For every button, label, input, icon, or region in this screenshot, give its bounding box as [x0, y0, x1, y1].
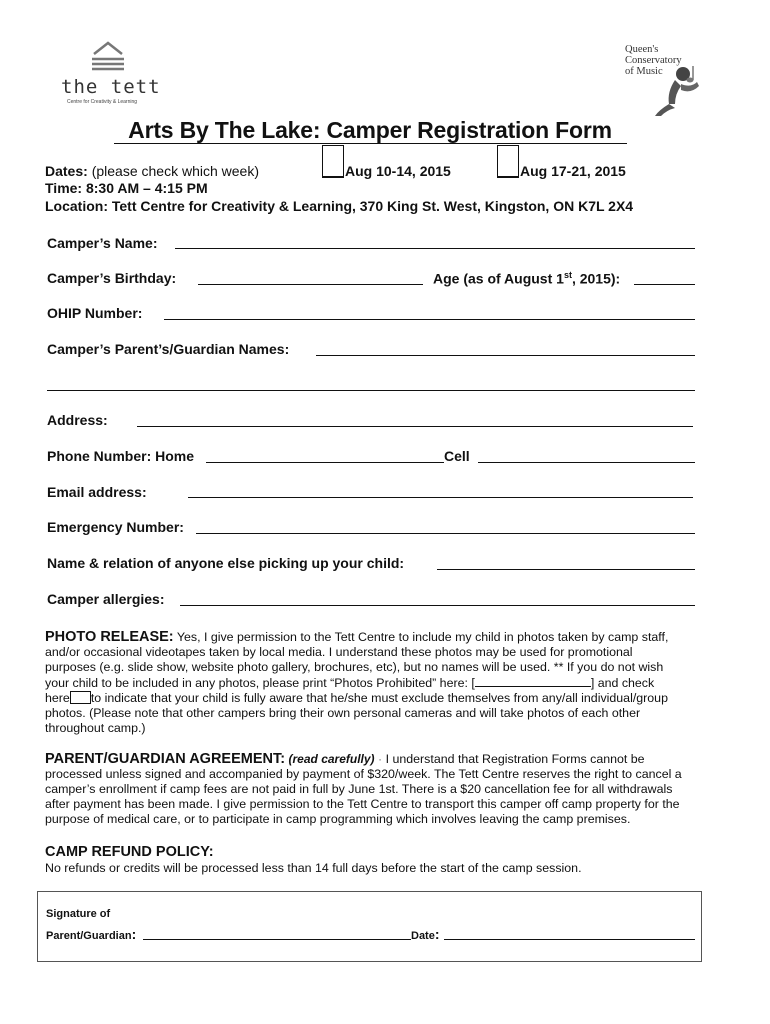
address-field[interactable]	[137, 426, 693, 427]
queens-line3: of Music	[625, 66, 663, 77]
ohip-field[interactable]	[164, 319, 695, 320]
photo-line3: purposes (e.g. slide show, website photo gallery, brochures, etc), but no names will be used. ** If you do not wish	[45, 660, 664, 674]
agreement-line1: I understand that Registration Forms cannot be	[385, 752, 645, 766]
tett-name: the tett	[61, 76, 161, 98]
photo-line6: photos. (Please note that other campers bring their own personal cameras and will take photos of each other	[45, 706, 641, 720]
signature-label-2	[46, 926, 136, 942]
photo-release	[45, 630, 705, 736]
tett-logo-icon	[88, 40, 128, 74]
ohip-label: OHIP Number:	[47, 305, 143, 321]
tett-logo	[55, 40, 165, 110]
refund-text: No refunds or credits will be processed less than 14 full days before the start of the camp session.	[45, 861, 582, 875]
birthday-field[interactable]	[198, 284, 423, 285]
age-field[interactable]	[634, 284, 695, 285]
guardians-field-2[interactable]	[47, 390, 695, 391]
age-suffix: , 2015):	[571, 270, 621, 287]
email-field[interactable]	[188, 497, 693, 498]
pickup-field[interactable]	[437, 569, 695, 570]
date-field[interactable]	[444, 939, 695, 940]
refund-heading: CAMP REFUND POLICY:	[45, 844, 214, 860]
dates-hint: (please check which week)	[91, 163, 259, 179]
dates-label: Dates:	[45, 163, 88, 179]
queens-logo	[615, 44, 715, 120]
camper-name-label: Camper’s Name:	[47, 235, 158, 251]
week2-checkbox[interactable]	[497, 145, 519, 177]
title-underline	[114, 143, 627, 144]
signature-field[interactable]	[143, 939, 411, 940]
date-colon: :	[434, 926, 440, 942]
date-label-text: Date	[411, 930, 435, 942]
pickup-label: Name & relation of anyone else picking up your child:	[47, 555, 405, 571]
photo-line1: Yes, I give permission to the Tett Centre to include my child in photos taken by camp staff,	[176, 630, 669, 644]
agreement-price: $320/week	[367, 767, 428, 781]
agreement-line3: camper’s enrollment if camp fees are not paid in full by June 1st. There is a $20 cancellation fee for all withdrawals	[45, 782, 673, 796]
signature-label-1: Signature of	[46, 908, 111, 920]
week1-checkbox[interactable]	[322, 145, 344, 177]
week1-label: Aug 10-14, 2015	[345, 163, 451, 179]
guardians-label: Camper’s Parent’s/Guardian Names:	[47, 341, 290, 357]
agreement-line2-a: processed unless signed and accompanied by payment of	[45, 767, 368, 781]
page-title: Arts By The Lake: Camper Registration Form	[128, 117, 612, 143]
signature-label-2-text: Parent/Guardian	[46, 930, 132, 942]
agreement-heading: PARENT/GUARDIAN AGREEMENT:	[45, 751, 286, 767]
cell-field[interactable]	[478, 462, 695, 463]
photo-line7: throughout camp.)	[45, 721, 146, 735]
age-sup: st	[563, 270, 572, 280]
allergies-label: Camper allergies:	[47, 591, 165, 607]
photo-line4-a: your child to be included in any photos, please print “Photos Prohibited” here: [	[45, 676, 475, 690]
queens-line1: Queen's	[625, 44, 659, 55]
photo-line5-a: here	[45, 691, 70, 705]
music-figure-icon	[645, 58, 705, 118]
email-label: Email address:	[47, 484, 147, 500]
birthday-label: Camper’s Birthday:	[47, 270, 177, 286]
emergency-field[interactable]	[196, 533, 695, 534]
emergency-label: Emergency Number:	[47, 519, 184, 535]
guardians-field[interactable]	[316, 355, 695, 356]
agreement-line5: purpose of medical care, or to participate in camp programming which involves leaving the camp premises.	[45, 812, 631, 826]
photo-release-heading: PHOTO RELEASE:	[45, 629, 174, 645]
agreement-line4: after payment has been made. I give permission to the Tett Centre to transport this camper off camp property for the	[45, 797, 680, 811]
phone-home-label: Phone Number: Home	[47, 448, 195, 464]
age-prefix: Age (as of August 1	[433, 270, 564, 287]
date-label	[411, 926, 440, 942]
agreement-line2-b: . The Tett Centre reserves the right to cancel a	[427, 767, 682, 781]
camper-name-field[interactable]	[175, 248, 695, 249]
tett-tagline: Centre for Creativity & Learning	[67, 99, 138, 105]
signature-box	[37, 891, 702, 962]
photo-line2: and/or occasional videotapes taken by local media. I understand these photos may be used for promotional	[45, 645, 633, 659]
agreement-sep: ·	[378, 752, 383, 766]
time-line: Time: 8:30 AM – 4:15 PM	[45, 180, 208, 196]
photos-prohibited-field[interactable]	[475, 675, 591, 687]
cell-label: Cell	[444, 448, 470, 464]
allergies-field[interactable]	[180, 605, 695, 606]
phone-home-field[interactable]	[206, 462, 444, 463]
week2-line	[497, 177, 519, 178]
location-line: Location: Tett Centre for Creativity & Learning, 370 King St. West, Kingston, ON K7L 2X4	[45, 198, 634, 214]
address-label: Address:	[47, 412, 108, 428]
agreement	[45, 752, 705, 827]
queens-line2: Conservatory	[625, 55, 682, 66]
age-label	[433, 270, 620, 287]
week2-label: Aug 17-21, 2015	[520, 163, 626, 179]
photo-line4-b: ] and check	[590, 676, 655, 690]
signature-colon: :	[131, 926, 137, 942]
photo-line5-b: to indicate that your child is fully aware that he/she must exclude themselves from any/all individual/group	[90, 691, 668, 705]
agreement-subhead: (read carefully)	[288, 752, 375, 766]
week1-line	[322, 177, 344, 178]
dates-row	[45, 163, 259, 179]
photo-opt-out-checkbox[interactable]	[70, 691, 91, 704]
